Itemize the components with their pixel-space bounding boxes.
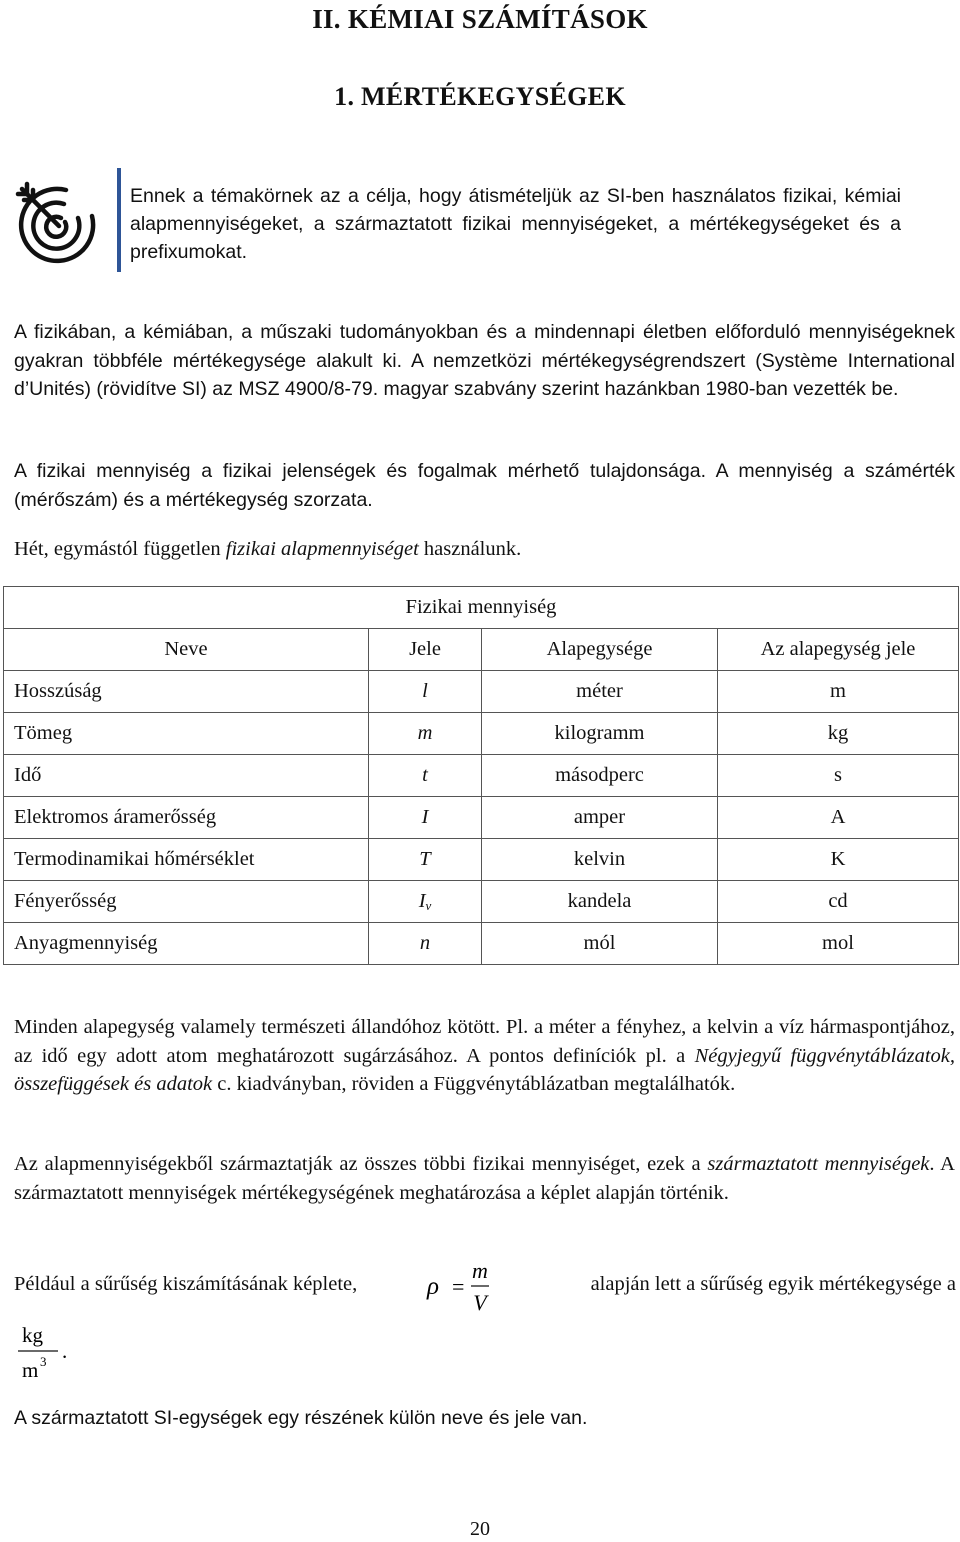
p3-text-post: használunk.: [418, 538, 522, 560]
density-formula: [422, 1258, 502, 1320]
volume-symbol: V: [473, 1290, 487, 1315]
base-unit-symbol: mol: [718, 923, 959, 965]
quantity-name: Anyagmennyiség: [4, 923, 369, 965]
target-arrow-icon: [14, 180, 102, 268]
table-row: [4, 755, 959, 797]
page-number: 20: [470, 1518, 490, 1540]
quantity-symbol: n: [369, 923, 482, 965]
p4-emphasis: Négyjegyű függvénytáblázatok, összefüggések és adatok: [14, 1044, 956, 1095]
quantity-name: Termodinamikai hőmérséklet: [4, 839, 369, 881]
equals-sign: =: [452, 1274, 465, 1299]
base-unit: amper: [482, 797, 718, 839]
density-sentence-end: alapján lett a sűrűség egyik mértékegysége a: [590, 1273, 956, 1295]
quantity-name: Hosszúság: [4, 671, 369, 713]
quantity-name: Elektromos áramerősség: [4, 797, 369, 839]
rho-symbol: ρ: [427, 1273, 439, 1300]
quantity-symbol: I: [369, 797, 482, 839]
p4-text-post: c. kiadványban, röviden a Függvénytáblázatban megtalálhatók.: [212, 1073, 736, 1095]
base-unit: kilogramm: [482, 713, 718, 755]
table-body: [4, 671, 959, 965]
intro-sentence-1: A fizikában, a kémiában, a műszaki tudományokban és a mindennapi életben előforduló mennyiségeknek gyakran többféle mértékegysége alakult ki.: [14, 321, 955, 372]
quantity-name: Tömeg: [4, 713, 369, 755]
table-row: [4, 671, 959, 713]
quantity-symbol: T: [369, 839, 482, 881]
column-header-unit: Alapegysége: [482, 629, 718, 671]
goal-text: Ennek a témakörnek az a célja, hogy átismételjük az SI-ben használatos fizikai, kémiai alapmennyiségeket, a származtatott fizikai mennyiségeket, a mértékegységeket és a prefixumokat.: [130, 185, 901, 263]
unit-exponent: 3: [40, 1354, 47, 1369]
column-header-symbol: Jele: [369, 629, 482, 671]
column-header-name: Neve: [4, 629, 369, 671]
base-unit-symbol: cd: [718, 881, 959, 923]
density-sentence-start: Például a sűrűség kiszámításának képlete,: [14, 1273, 358, 1295]
base-unit: méter: [482, 671, 718, 713]
table-row: [4, 713, 959, 755]
p4-text-pre: Minden alapegység valamely természeti állandóhoz kötött. Pl. a méter a fényhez, a kelvin a víz hármaspontjához, az idő egy adott atom meghatározott sugárzásához. A pontos definíciók pl. a: [14, 1016, 955, 1067]
table-row: [4, 839, 959, 881]
base-unit: kandela: [482, 881, 718, 923]
p5-text-pre: Az alapmennyiségekből származtatják az összes többi fizikai mennyiséget, ezek a: [14, 1153, 708, 1175]
p3-text-pre: Hét, egymástól független: [14, 538, 226, 560]
intro-paragraph-2: A fizikai mennyiség a fizikai jelenségek és fogalmak mérhető tulajdonsága. A mennyiség a számérték (mérőszám) és a mértékegység szorzata.: [14, 460, 955, 511]
table-row: [4, 881, 959, 923]
base-unit: mól: [482, 923, 718, 965]
derived-quantities-paragraph: [14, 1150, 955, 1207]
unit-m: m: [22, 1358, 39, 1382]
derived-units-note: A származtatott SI-egységek egy részének külön neve és jele van.: [14, 1407, 588, 1429]
intro-paragraph-3: [14, 535, 955, 564]
quantity-symbol: t: [369, 755, 482, 797]
mass-symbol: m: [472, 1258, 488, 1283]
unit-period: .: [62, 1339, 68, 1363]
base-units-paragraph: [14, 1013, 955, 1099]
base-unit-symbol: A: [718, 797, 959, 839]
intro-paragraph-1: [14, 318, 955, 404]
table-row: [4, 923, 959, 965]
density-unit: [14, 1318, 84, 1386]
section-title: 1. MÉRTÉKEGYSÉGEK: [334, 82, 626, 111]
intro-sentence-2: A nemzetközi mértékegységrendszert (Système International d’Unités) (rövidítve SI) az MSZ 4900/8-79. magyar szabvány szerint hazánkban 1980-ban vezették be.: [14, 349, 955, 400]
base-unit: másodperc: [482, 755, 718, 797]
quantity-symbol: $I_v$: [369, 881, 482, 923]
base-unit-symbol: kg: [718, 713, 959, 755]
base-quantities-table: [3, 586, 959, 965]
unit-kg: kg: [22, 1323, 43, 1347]
table-row: [4, 797, 959, 839]
base-unit: kelvin: [482, 839, 718, 881]
base-unit-symbol: K: [718, 839, 959, 881]
column-header-unit-symbol: Az alapegység jele: [718, 629, 959, 671]
quantity-name: Idő: [4, 755, 369, 797]
table-group-header: Fizikai mennyiség: [4, 587, 959, 629]
goal-accent-bar: [117, 168, 121, 272]
p5-emphasis: származtatott mennyiségek: [707, 1153, 930, 1175]
quantity-symbol: m: [369, 713, 482, 755]
base-unit-symbol: m: [718, 671, 959, 713]
base-unit-symbol: s: [718, 755, 959, 797]
p5-text-post: . A származtatott mennyiségek mértékegységének meghatározása a képlet alapján történik.: [14, 1153, 955, 1204]
quantity-symbol: l: [369, 671, 482, 713]
p3-emphasis: fizikai alapmennyiséget: [225, 538, 419, 560]
quantity-name: Fényerősség: [4, 881, 369, 923]
chapter-title: II. KÉMIAI SZÁMÍTÁSOK: [312, 4, 648, 34]
